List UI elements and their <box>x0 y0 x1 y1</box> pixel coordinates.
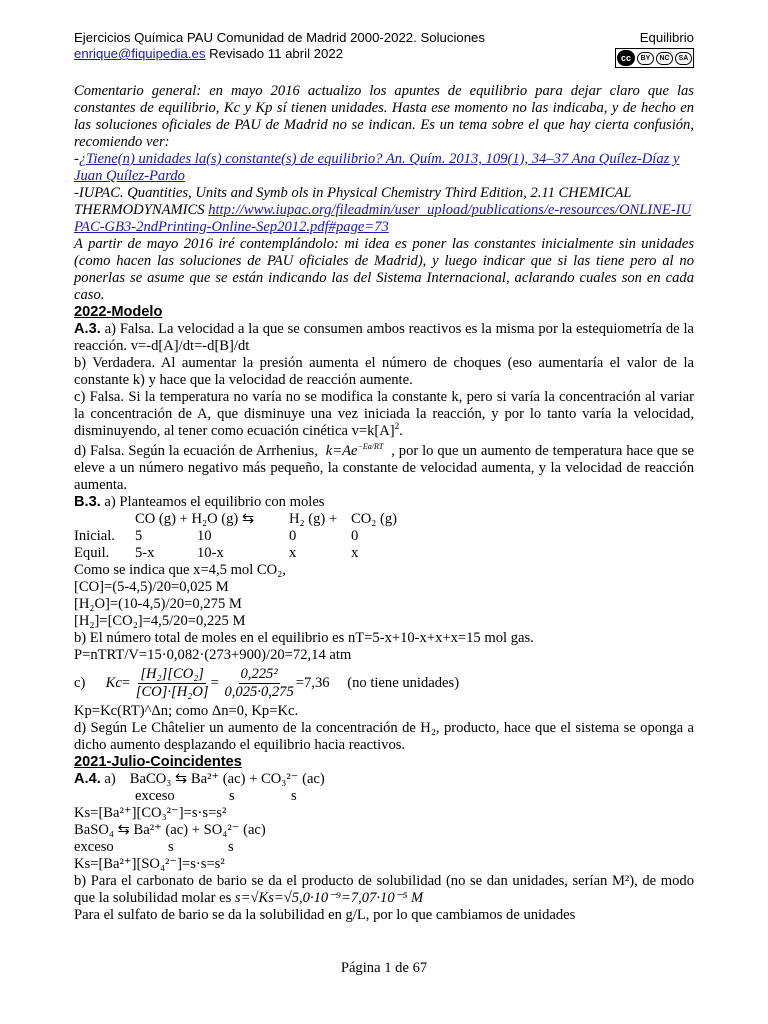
cc-logo-icon: cc <box>617 50 635 66</box>
header-row-1 <box>74 30 694 46</box>
a4-eq1: A.4. a) BaCO₃ ⇆ Ba²⁺ (ac) + CO₃²⁻ (ac) <box>74 771 325 787</box>
b3-line: [H₂O]=(10-4,5)/20=0,275 M <box>74 596 242 612</box>
email-link[interactable]: enrique@fiquipedia.es <box>74 46 206 61</box>
revision-date: Revisado 11 abril 2022 <box>205 46 344 61</box>
kc-fraction-symbolic: $\frac{\text{[H₂][CO₂]}}{\text{[CO]·[H₂O]}}$ <box>135 666 209 700</box>
a4-b2: Para el sulfato de bario se da la solubilidad en g/L, por lo que cambiamos de unidades <box>74 907 576 923</box>
table-row: Equil. 5-x 10-x x x <box>74 545 359 561</box>
ref-1-link[interactable]: ¿Tiene(n) unidades la(s) constante(s) de equilibrio? An. Quím. 2013, 109(1), 34–37 Ana Quílez-Díaz y Juan Quílez-Pardo <box>74 151 680 184</box>
header-row-2 <box>74 46 694 68</box>
ref-2-link[interactable]: http://www.iupac.org/fileadmin/user_upload/publications/e-resources/ONLINE-IUPAC-GB3-2ndPrinting-Online-Sep2012.pdf#page=73 <box>74 202 692 235</box>
cc-sa-icon: SA <box>675 52 692 65</box>
ks1: Ks=[Ba²⁺][CO₃²⁻]=s·s=s² <box>74 805 227 821</box>
a4-eq1-table <box>74 788 297 805</box>
intro-ref-1: -¿Tiene(n) unidades la(s) constante(s) de equilibrio? An. Quím. 2013, 109(1), 34–37 Ana Quílez-Díaz y Juan Quílez-Pardo <box>74 151 680 184</box>
kc-fraction-numeric: $\frac{\text{0,225²}}{0,025\cdot 0,275}$ <box>224 666 294 700</box>
b3-d: d) Según Le Châtelier un aumento de la concentración de H₂, producto, hace que el sistema se oponga a dicho aumento desplazando el equilibrio hacia reactivos. <box>74 720 694 753</box>
b3-line: [CO]=(5-4,5)/20=0,025 M <box>74 579 229 595</box>
page-footer: Página 1 de 67 <box>340 960 428 976</box>
page-content <box>74 83 694 924</box>
b3-line: [H₂]=[CO₂]=4,5/20=0,225 M <box>74 613 246 629</box>
b3-line: Como se indica que x=4,5 mol CO₂, <box>74 562 286 578</box>
a3-d: d) Falsa. Según la ecuación de Arrhenius, $k=Ae^{-Ea/RT}$ , por lo que un aumento de temperatura hace que se eleve a un número negativo más pequeño, la constante de velocidad aumenta, y la velocidad de reacción aumenta. <box>74 442 694 493</box>
a4-eq2-table <box>74 839 234 856</box>
heading-2022-modelo: 2022-Modelo <box>74 304 163 320</box>
ks2: Ks=[Ba²⁺][SO₄²⁻]=s·s=s² <box>74 856 225 872</box>
intro-note: A partir de mayo 2016 iré contemplándolo: mi idea es poner las constantes inicialmente sin unidades (como hacen las soluciones de PAU oficiales de Madrid), y luego indicar que si las tiene pero al no ponerlas se asume que se están indicando las del Sistema Internacional, aclarando cuales son en cada caso. <box>74 236 694 303</box>
document-title: Ejercicios Química PAU Comunidad de Madrid 2000-2022. Soluciones <box>74 30 485 45</box>
a4-b: b) Para el carbonato de bario se da el producto de solubilidad (no se dan unidades, serían M²), de modo que la solubilidad molar es s=√Ks=√5,0·10⁻⁹=7,07·10⁻⁵ M <box>74 873 694 906</box>
a4-eq2: BaSO₄ ⇆ Ba²⁺ (ac) + SO₄²⁻ (ac) <box>74 822 266 838</box>
heading-2021-julio: 2021-Julio-Coincidentes <box>74 754 242 770</box>
table-row: exceso s s <box>135 788 297 804</box>
a3-a: A.3. a) Falsa. La velocidad a la que se consumen ambos reactivos es la misma por la estequiometría de la reacción. v=-d[A]/dt=-d[B]/dt <box>74 321 694 354</box>
arrhenius-formula: $k=Ae^{-Ea/RT}$ <box>325 442 384 459</box>
solubility-formula: s=√Ks=√5,0·10⁻⁹=7,07·10⁻⁵ M <box>234 890 424 906</box>
a3-c: c) Falsa. Si la temperatura no varía no se modifica la constante k, pero si varía la concentración al variar la concentración de A, que disminuye una vez iniciada la reacción, y por lo tanto varía la velocidad, disminuyendo, al tener como ecuación cinética $v=k[A]^2$. <box>74 389 694 439</box>
table-row: exceso s s <box>74 839 234 855</box>
cc-license-icon[interactable] <box>615 48 694 68</box>
intro-comment: Comentario general: en mayo 2016 actualizo los apuntes de equilibrio para dejar claro que las constantes de equilibrio, Kc y Kp sí tienen unidades. Hasta ese momento no las indicaba, y de hecho en las soluciones oficiales de PAU de Madrid no se indican. Es un tema sobre el que hay cierta confusión, recomiendo ver: <box>74 83 694 150</box>
b3-line: b) El número total de moles en el equilibrio es nT=5-x+10-x+x+x=15 mol gas. <box>74 630 534 646</box>
author-line <box>74 46 343 68</box>
b3-a: B.3. a) Planteamos el equilibrio con moles <box>74 494 325 510</box>
page-header <box>74 30 694 68</box>
a3-b: b) Verdadera. Al aumentar la presión aumenta el número de choques (eso aumentaría el valor de la constante k) y hace que la velocidad de reacción aumente. <box>74 355 694 388</box>
equilibrium-table <box>74 511 397 562</box>
b3-line: P=nTRT/V=15·0,082·(273+900)/20=72,14 atm <box>74 647 352 663</box>
cc-nc-icon: NC <box>656 52 673 65</box>
section-label: Equilibrio <box>639 30 694 45</box>
table-row: Inicial. 5 10 0 0 <box>74 528 359 544</box>
table-row: CO (g) + H₂O (g) ⇆ H₂ (g) + CO₂ (g) <box>135 511 398 527</box>
b3-kp: Kp=Kc(RT)^Δn; como Δn=0, Kp=Kc. <box>74 703 299 719</box>
b3-c-formula: c) Kc= $\frac{\text{[H₂][CO₂]}}{\text{[CO]·[H₂O]}}$ = $\frac{\text{0,225²}}{0,025\cdot 0,275}$ =7,36 (no tiene unidades) <box>74 666 460 700</box>
cc-by-icon: BY <box>637 52 654 65</box>
intro-ref-2: -IUPAC. Quantities, Units and Symb ols in Physical Chemistry Third Edition, 2.11 CHEMICAL THERMODYNAMICS http://www.iupac.org/fileadmin/user_upload/publications/e-resources/ONLINE-IUPAC-GB3-2ndPrinting-Online-Sep2012.pdf#page=73 <box>74 185 692 235</box>
